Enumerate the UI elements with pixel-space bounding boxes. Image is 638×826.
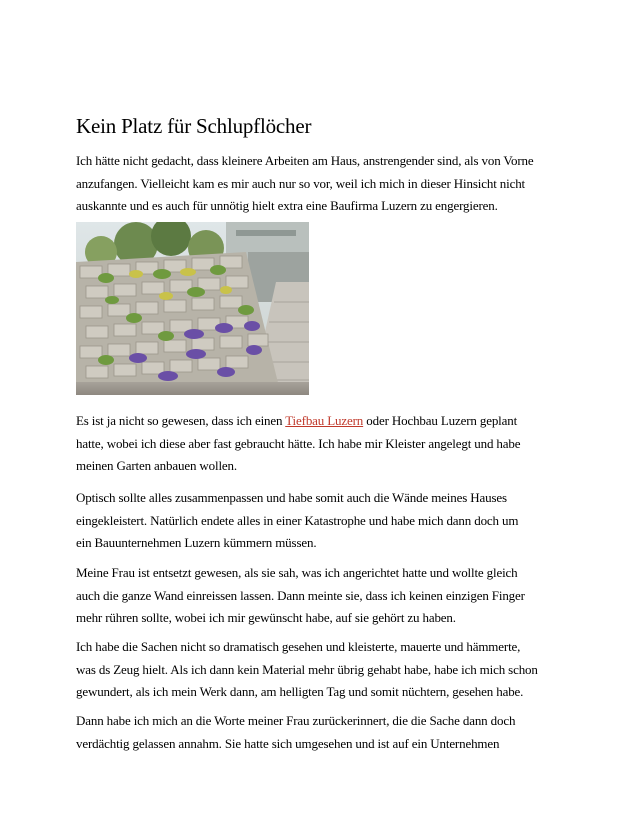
paragraph-line: Optisch sollte alles zusammenpassen und habe somit auch die Wände meines Hauses (76, 490, 507, 505)
retaining-wall-photo (76, 222, 309, 395)
paragraph-line: was ds Zeug hielt. Als ich dann kein Material mehr übrig gehabt habe, habe ich mich schon (76, 661, 538, 677)
paragraph-line: hatte, wobei ich diese aber fast gebraucht hätte. Ich habe mir Kleister angelegt und habe (76, 435, 521, 451)
photo-graphic (76, 222, 309, 395)
paragraph-3 (76, 487, 576, 555)
text-before-link: Es ist ja nicht so gewesen, dass ich einen (76, 413, 286, 428)
paragraph-line: auskannte und es auch für unnötig hielt extra eine Baufirma Luzern zu engergieren. (76, 198, 498, 213)
paragraph-line: mehr rühren sollte, wobei ich mir gewünscht habe, auf sie gehört zu haben. (76, 610, 456, 625)
paragraph-line: ein Bauunternehmen Luzern kümmern müssen. (76, 535, 317, 550)
text-after-link: oder Hochbau Luzern geplant (363, 413, 518, 428)
paragraph-line: Ich habe die Sachen nicht so dramatisch gesehen und kleisterte, mauerte und hämmerte, (76, 639, 521, 654)
paragraph-line: anzufangen. Vielleicht kam es mir auch nur so vor, weil ich mich in dieser Hinsicht nicht (76, 175, 526, 191)
paragraph-line: auch die ganze Wand einreissen lassen. Dann meinte sie, dass ich keinen einzigen Finger (76, 587, 525, 603)
paragraph-line: gewundert, als ich mein Werk dann, am helligten Tag und somit nüchtern, gesehen habe. (76, 684, 524, 699)
paragraph-line: Dann habe ich mich an die Worte meiner Frau zurückerinnert, die die Sache dann doch (76, 713, 516, 728)
paragraph-line: verdächtig gelassen annahm. Sie hatte sich umgesehen und ist auf ein Unternehmen (76, 735, 500, 751)
paragraph-line: meinen Garten anbauen wollen. (76, 458, 237, 473)
paragraph-4 (76, 562, 576, 630)
tiefbau-luzern-link[interactable]: Tiefbau Luzern (285, 413, 364, 428)
paragraph-line (76, 410, 576, 433)
paragraph-2 (76, 410, 576, 478)
paragraph-line: Ich hätte nicht gedacht, dass kleinere Arbeiten am Haus, anstrengender sind, als von Vorne (76, 153, 534, 168)
paragraph-line: eingekleistert. Natürlich endete alles in einer Katastrophe und habe mich dann doch um (76, 512, 519, 528)
paragraph-6 (76, 710, 576, 755)
paragraph-1 (76, 150, 576, 218)
paragraph-5 (76, 636, 576, 704)
paragraph-line: Meine Frau ist entsetzt gewesen, als sie sah, was ich angerichtet hatte und wollte gleich (76, 565, 518, 580)
document-title: Kein Platz für Schlupflöcher (76, 114, 312, 138)
